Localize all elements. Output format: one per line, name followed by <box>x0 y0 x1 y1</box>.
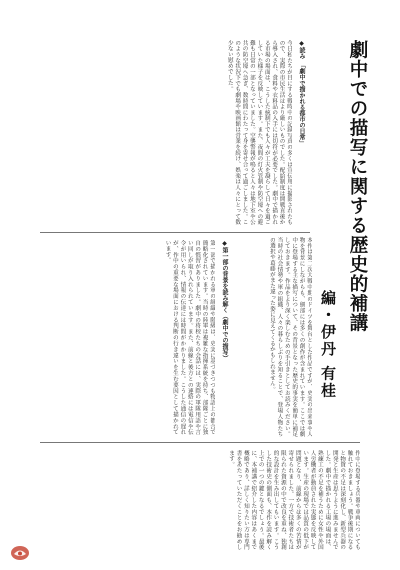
publisher-logo-icon <box>10 545 30 561</box>
top-section-heading: ◆読み 「劇中で描かれる都市の日常」 <box>298 40 305 146</box>
article-author: 編・伊丹 有桂 <box>319 290 337 400</box>
top-section-body: 今日私たちが目にする戦時中の記録写真の多くは宣伝用に撮影されたもので、実際の市民生活はより厳しいものでした。配給制度は開戦直後から導入され、食料や衣料品の入手には切符が必要でした。劇中で描かれる市場の場面は、こうした統制下でも人々が工夫を凝らして日々を過ごしていた様子を反映しています。また、夜間の灯火管制や防空壕への避難も日常の一部となっていました。空襲警報が鳴ると人々は地下室や公共の防空壕へ急ぎ、数時間にわたって身を寄せ合って過ごしました。このような状況下でも劇場や映画館は営業を続け、娯楽は人々にとって数少ない慰めでした。 <box>226 40 292 225</box>
article-title: 劇中での描写に関する歴史的補講 <box>347 40 368 333</box>
bottom-section-body: 作中に登場する兵器や車両についても触れておきましょう。戦争後期になると物資の不足は深刻化し、新型兵器の開発と生産は思うように進みませんでした。劇中で描かれる工場の場面は、熟練工の不足を補うために女性や外国人労働者が動員された実態を反映しています。生産の現場では品質の低下が問題となり、前線からは多くの苦情が寄せられました。一方で技術者たちは限られた資源の中で改良を重ね、独創的な設計を生み出してもいます。こうした技術史の側面も、本作を読み解く上での一つの鍵となるでしょう。最後に、本補講で紹介した内容はあくまで概略であり、詳しく知りたい方は専門書をあたっていただくことをお勧めします。 <box>228 450 360 550</box>
separator-top <box>40 232 310 233</box>
mid-section-heading: ◆第一部の背景を読み解く（劇中での描写） <box>221 240 228 361</box>
mid-section-body: 第一部で描かれる軍の組織や階級は、史実に基づきつつも物語上の都合で簡略化されています。当時の陸軍は複雑な指揮系統を持ち、部隊ごとに独自の慣習がありました。劇中の将校たちの会話には、実際の軍隊用語や言い回しが取り入れられています。また、前線と後方との連絡には電信や伝令が用いられ、情報の伝達には時間がかかりました。こうした通信の遅れが、作中の重要な場面における判断の行き違いを生む要因として描かれています。 <box>164 240 215 435</box>
intro-text: 本作は第二次大戦中期のドイツを舞台とした作品ですが、史実の出来事や人物を背景にしながらも、細部には多くの創作が含まれています。ここでは劇中に登場する主な描写について、その背景となった歴史的事実を簡単に補足しておきます。作品をより深く楽しむための手引きとしてお読みください。当時の社会情勢や軍の組織、人々の暮らしぶりを知ることで、登場人物たちの選択や葛藤がまた違った姿に見えてくるかもしれません。 <box>268 237 312 437</box>
separator-mid <box>40 442 360 443</box>
